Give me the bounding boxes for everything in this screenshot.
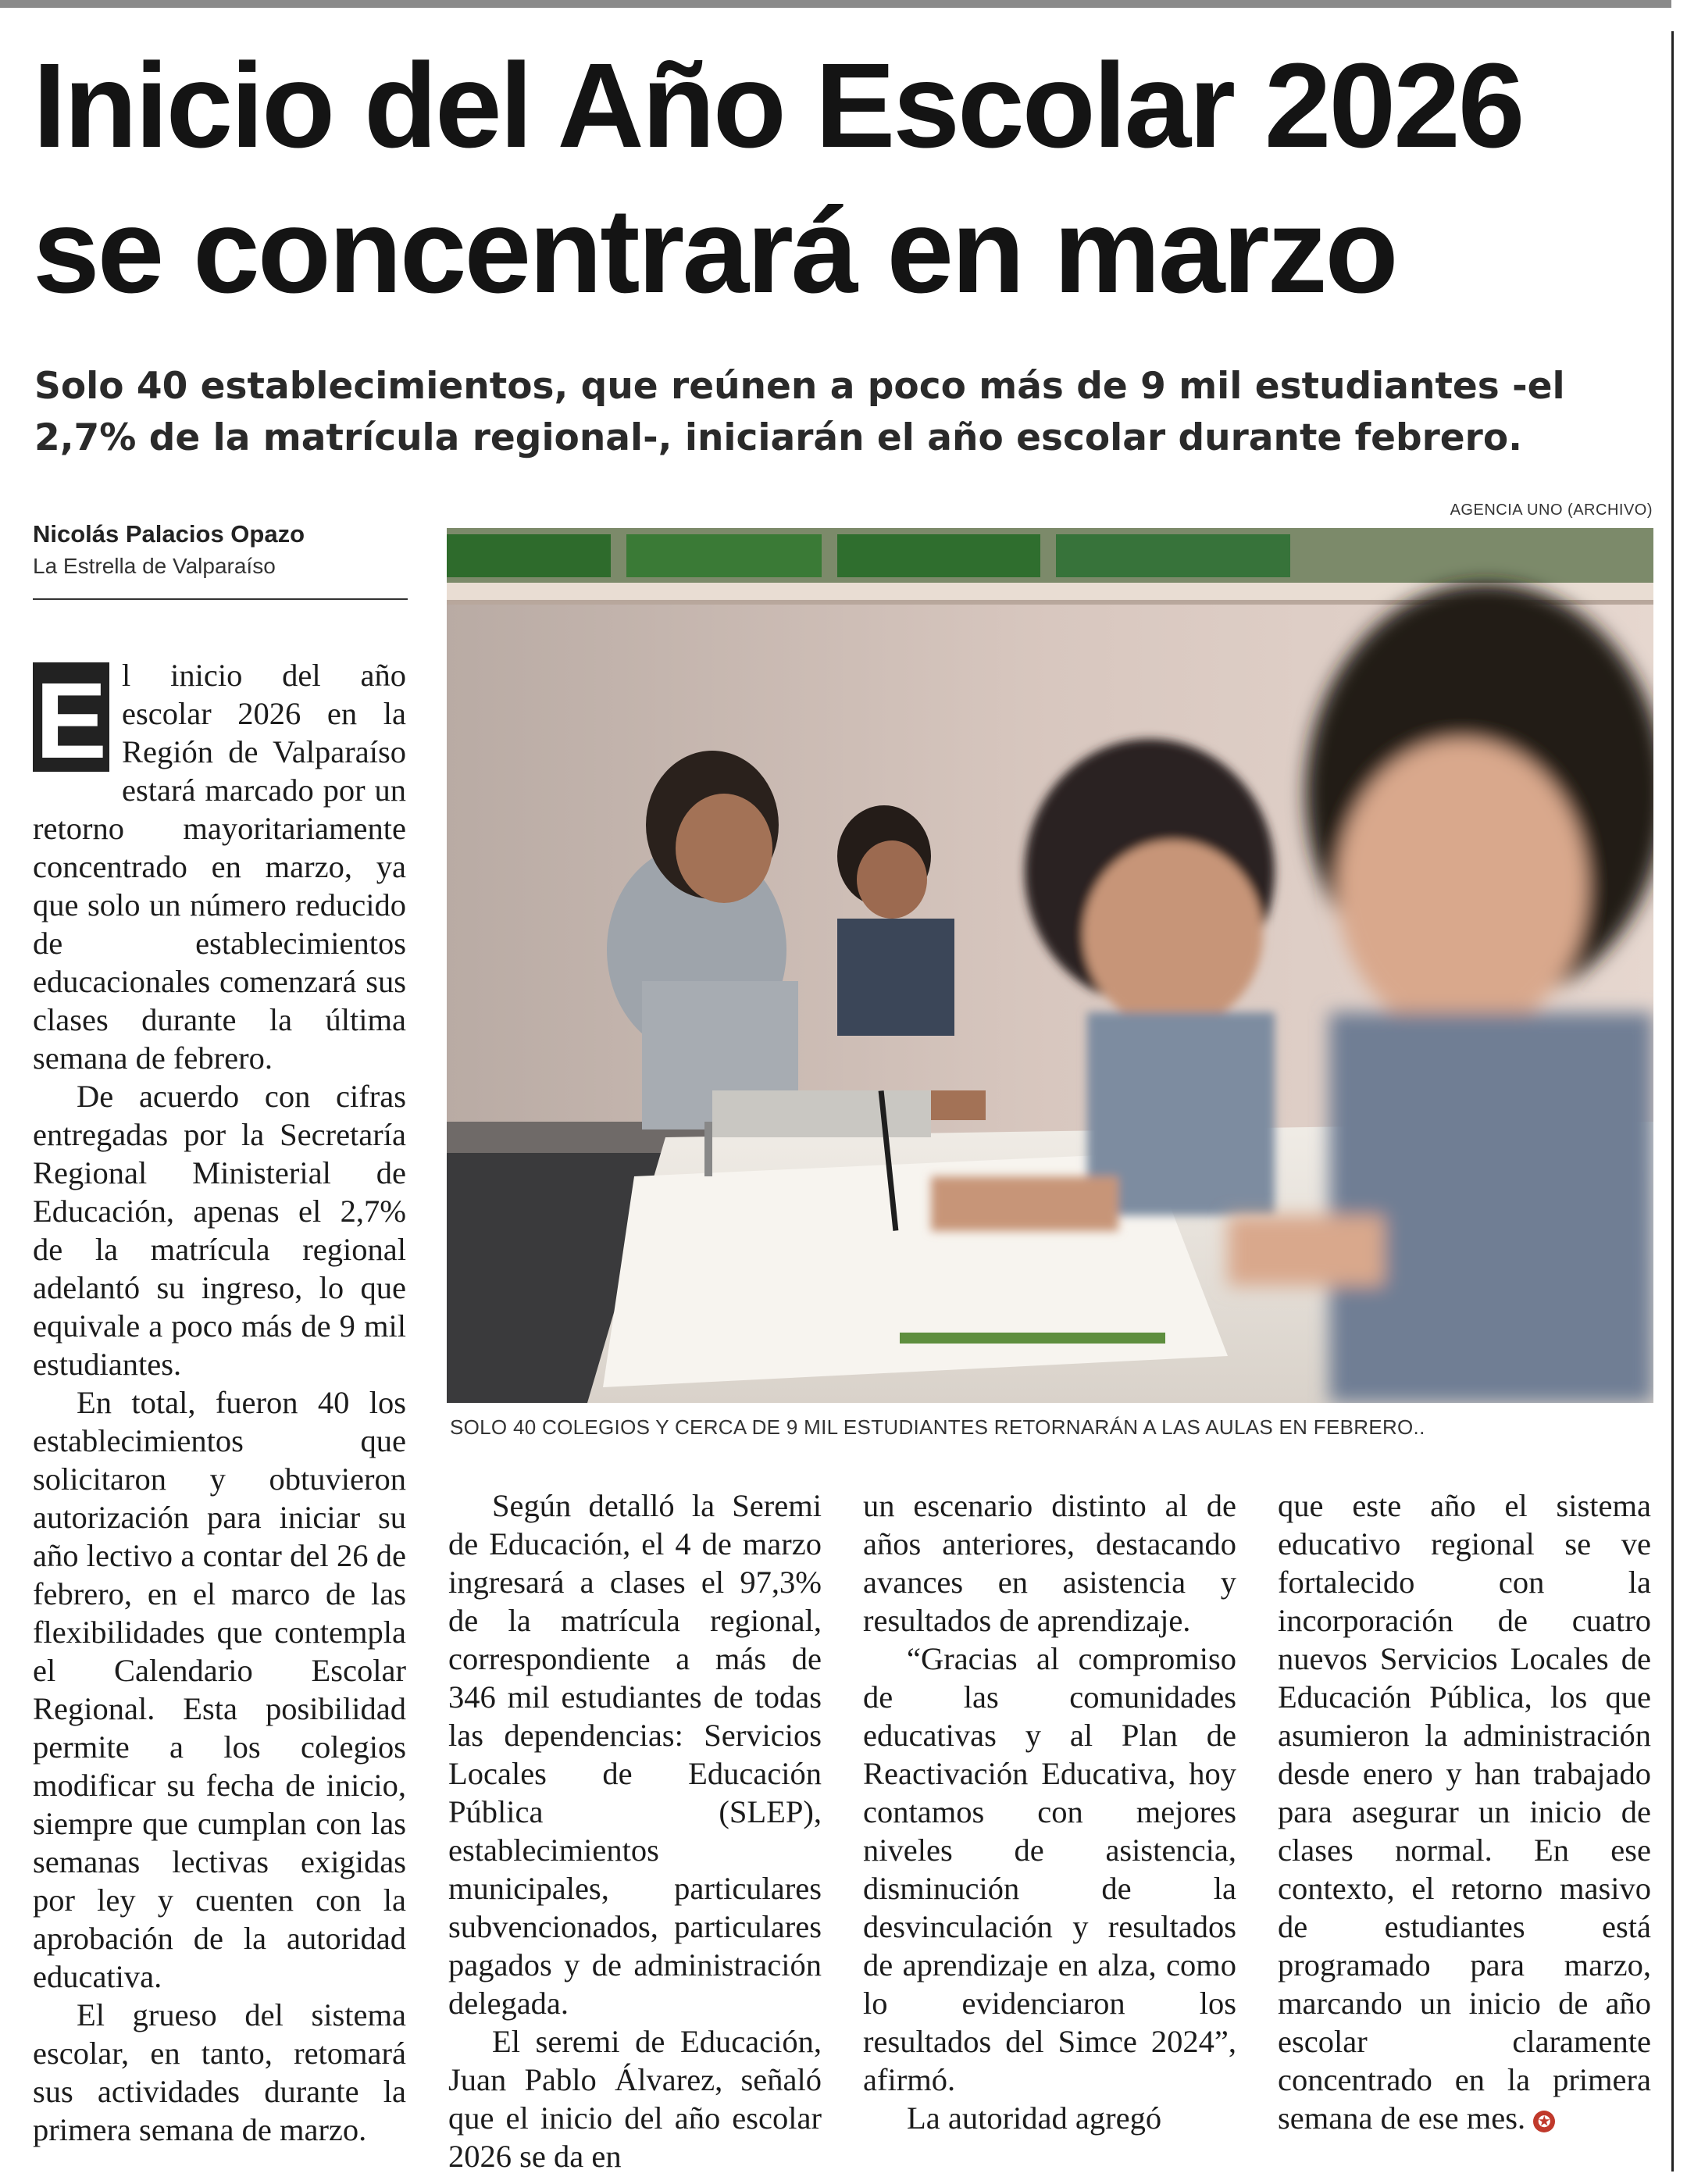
article-column-4 — [1278, 1486, 1651, 2137]
body-paragraph: “Gracias al compromiso de las comunidades educativas y al Plan de Reactivación Educativa, hoy contamos con mejores niveles de asistencia, disminución de la desvinculación y resultados de aprendizaje en alza, como lo evidenciaron los resultados del Simce 2024”, afirmó. — [863, 1641, 1236, 2097]
headline — [33, 33, 1657, 323]
headline-line-1: Inicio del Año Escolar 2026 — [33, 38, 1523, 173]
body-paragraph: En total, fueron 40 los establecimientos que solicitaron y obtuvieron autorización para iniciar su año lectivo a contar del 26 de febrero, en el marco de las flexibilidades que contempla el Calendario Escolar Regional. Esta posibilidad permite a los colegios modificar su fecha de inicio, siempre que cumplan con las semanas lectivas exigidas por ley y cuenten con la aprobación de la autoridad educativa. — [33, 1385, 406, 1994]
closing-text: que este año el sistema educativo regional se ve fortalecido con la incorporación de cuatro nuevos Servicios Locales de Educación Pública, los que asumieron la administración desde enero y han trabajado para asegurar un inicio de clases normal. En ese contexto, el retorno masivo de estudiantes está programado para marzo, marcando un inicio de año escolar claramente concentrado en la primera semana de ese mes. — [1278, 1488, 1651, 2136]
end-of-article-icon: ✪ — [1533, 2111, 1555, 2132]
top-rule — [0, 0, 1671, 8]
outlet-name: La Estrella de Valparaíso — [33, 554, 276, 578]
body-paragraph — [1278, 1486, 1651, 2137]
photo-credit: AGENCIA UNO (ARCHIVO) — [1450, 501, 1653, 519]
headline-line-2: se concentrará en marzo — [33, 184, 1396, 318]
body-paragraph: La autoridad agregó — [907, 2100, 1162, 2136]
article-column-3 — [863, 1486, 1236, 2137]
body-paragraph: un escenario distinto al de años anteriores, destacando avances en asistencia y resultados de aprendizaje. — [863, 1488, 1236, 1638]
byline-rule — [33, 598, 408, 600]
body-paragraph: De acuerdo con cifras entregadas por la Secretaría Regional Ministerial de Educación, apenas el 2,7% de la matrícula regional adelantó su ingreso, lo que equivale a poco más de 9 mil estudiantes. — [33, 1079, 406, 1382]
body-paragraph: Según detalló la Seremi de Educación, el 4 de marzo ingresará a clases el 97,3% de la matrícula regional, correspondiente a más de 346 mil estudiantes de todas las dependencias: Servicios Locales de Educación Pública (SLEP), establecimientos municipales, particulares subvencionados, particulares pagados y de administración delegada. — [448, 1488, 822, 2021]
drop-cap: E — [33, 662, 109, 772]
column-rule — [1671, 31, 1674, 2172]
article-column-2 — [448, 1486, 822, 2175]
photo-caption: SOLO 40 COLEGIOS Y CERCA DE 9 MIL ESTUDIANTES RETORNARÁN A LAS AULAS EN FEBRERO.. — [450, 1415, 1425, 1439]
byline — [33, 517, 408, 600]
author-name: Nicolás Palacios Opazo — [33, 520, 305, 548]
deck: Solo 40 establecimientos, que reúnen a poco más de 9 mil estudiantes -el 2,7% de la matrícula regional-, iniciarán el año escolar durante febrero. — [34, 365, 1565, 459]
article-column-1 — [33, 656, 406, 2149]
lead-text: l inicio del año escolar 2026 en la Región de Valparaíso estará marcado por un retorno mayoritariamente concentrado en marzo, ya que solo un número reducido de establecimientos educacionales comenzará sus clases durante la última semana de febrero. — [33, 658, 406, 1076]
article-photo — [447, 528, 1653, 1403]
lead-paragraph — [33, 656, 406, 1077]
body-paragraph: El seremi de Educación, Juan Pablo Álvarez, señaló que el inicio del año escolar 2026 se da en — [448, 2024, 822, 2174]
body-paragraph: El grueso del sistema escolar, en tanto, retomará sus actividades durante la primera semana de marzo. — [33, 1997, 406, 2147]
